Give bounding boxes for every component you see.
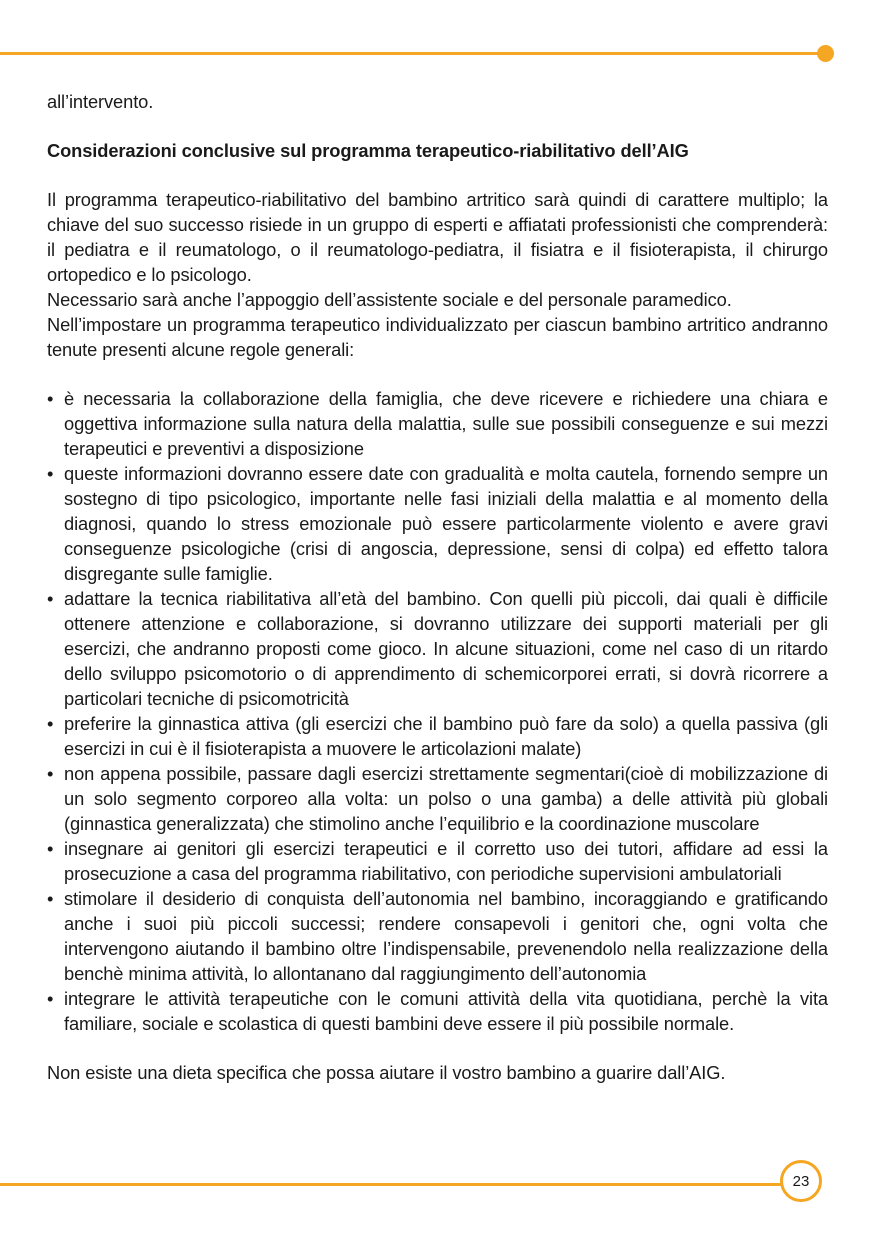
page-number-badge: [780, 1160, 822, 1202]
list-item: • non appena possibile, passare dagli esercizi strettamente segmentari(cioè di mobilizzazione di un solo segmento corporeo alla volta: un polso o una gamba) a delle attività più globali (ginnastica generalizzata) che stimolino anche l’equilibrio e la coordinazione muscolare: [47, 761, 828, 836]
intro-paragraph-1: Il programma terapeutico-riabilitativo del bambino artritico sarà quindi di carattere multiplo; la chiave del suo successo risiede in un gruppo di esperti e affiatati professionisti che comprenderà: il pediatra e il reumatologo, o il reumatologo-pediatra, il fisiatra e il fisioterapista, il chirurgo ortopedico e lo psicologo.: [47, 189, 828, 285]
intro-paragraph-2: Necessario sarà anche l’appoggio dell’assistente sociale e del personale paramedico.: [47, 289, 732, 310]
closing-paragraph: Non esiste una dieta specifica che possa aiutare il vostro bambino a guarire dall’AIG.: [47, 1062, 726, 1083]
list-item: • preferire la ginnastica attiva (gli esercizi che il bambino può fare da solo) a quella passiva (gli esercizi in cui è il fisioterapista a muovere le articolazioni malate): [47, 711, 828, 761]
list-item: • queste informazioni dovranno essere date con gradualità e molta cautela, fornendo sempre un sostegno di tipo psicologico, importante nelle fasi iniziali della malattia e al momento della diagnosi, quando lo stress emozionale può essere particolarmente violento e avere gravi conseguenze psicologiche (crisi di angoscia, depressione, sensi di colpa) ed effetto talora disgregante sulle famiglie.: [47, 461, 828, 586]
list-item: • insegnare ai genitori gli esercizi terapeutici e il corretto uso dei tutori, affidare ad essi la prosecuzione a casa del programma riabilitativo, con periodiche supervisioni ambulatoriali: [47, 836, 828, 886]
list-item: • stimolare il desiderio di conquista dell’autonomia nel bambino, incoraggiando e gratificando anche i suoi più piccoli successi; rendere consapevoli i genitori che, ogni volta che intervengono aiutando il bambino oltre l’indispensabile, prevenendolo nella realizzazione della benchè minima attività, lo allontanano dal raggiungimento dell’autonomia: [47, 886, 828, 986]
section-heading: Considerazioni conclusive sul programma terapeutico-riabilitativo dell’AIG: [47, 140, 689, 161]
rules-list: [47, 386, 828, 1036]
page-number: 23: [792, 1172, 810, 1190]
list-item: • è necessaria la collaborazione della famiglia, che deve ricevere e richiedere una chiara e oggettiva informazione sulla natura della malattia, sulle sue possibili conseguenze e sui mezzi terapeutici e preventivi a disposizione: [47, 386, 828, 461]
list-item: • integrare le attività terapeutiche con le comuni attività della vita quotidiana, perchè la vita familiare, sociale e scolastica di questi bambini deve essere il più possibile normale.: [47, 986, 828, 1036]
list-item: • adattare la tecnica riabilitativa all’età del bambino. Con quelli più piccoli, dai quali è difficile ottenere attenzione e collaborazione, si dovranno utilizzare dei supporti materiali per gli esercizi, che andranno proposti come gioco. In alcune situazioni, come nel caso di un ritardo dello sviluppo psicomotorio o di apprendimento di schemicorporei errati, si dovrà ricorrere a particolari tecniche di psicomotricità: [47, 586, 828, 711]
intro-paragraph-3: Nell’impostare un programma terapeutico individualizzato per ciascun bambino artritico andranno tenute presenti alcune regole generali:: [47, 314, 828, 360]
top-decorative-rule: [0, 52, 822, 55]
continuation-line: all’intervento.: [47, 91, 154, 112]
page-body: [47, 89, 828, 1085]
bottom-decorative-rule: [0, 1183, 782, 1186]
top-decorative-dot: [817, 45, 834, 62]
